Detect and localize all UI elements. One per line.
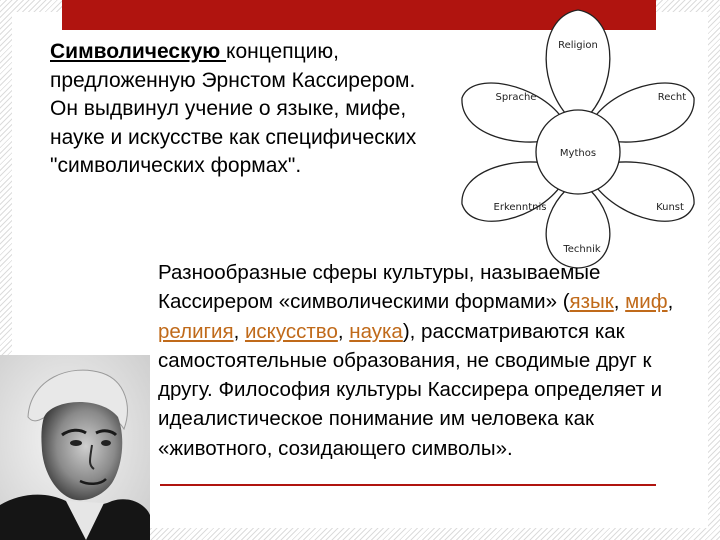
body-sep-3: , [233, 319, 245, 343]
body-part1: Разнообразные сферы культуры, называемые Кассирером «символическими формами» ( [158, 261, 601, 314]
petal-label-recht: Recht [657, 92, 687, 103]
link-yazyk[interactable]: язык [569, 290, 614, 314]
link-iskusstvo[interactable]: искусство [244, 319, 338, 343]
intro-text: концепцию, предложенную Эрнстом Кассирером. Он выдвинул учение о языке, мифе, науке и искусстве как специфических "символических формах". [50, 40, 417, 177]
link-religiya[interactable]: религия [158, 319, 234, 343]
link-nauka[interactable]: наука [349, 319, 403, 343]
petal-technik [546, 190, 610, 268]
petal-label-technik: Technik [563, 244, 601, 255]
cassirer-portrait-image [0, 355, 150, 540]
body-part2: ), рассматриваются как самостоятельные образования, не сводимые друг к другу. Философия культуры Кассирера определяет и идеалистическое понимание им человека как «животного, созидающего символы». [158, 319, 663, 460]
body-sep-4: , [337, 319, 350, 343]
intro-paragraph [50, 38, 445, 181]
center-label-mythos: Mythos [559, 148, 597, 159]
petal-label-religion: Religion [558, 40, 598, 51]
body-paragraph [158, 258, 698, 463]
link-mif[interactable]: миф [625, 290, 668, 314]
intro-highlight: Символическую [50, 40, 227, 63]
petal-religion [546, 10, 610, 114]
body-sep-1: , [613, 290, 626, 314]
symbolic-forms-flower-diagram [458, 8, 698, 270]
petal-label-kunst: Kunst [656, 202, 684, 213]
body-sep-2: , [667, 290, 674, 314]
bottom-accent-rule [160, 484, 656, 486]
petal-label-erkenntnis: Erkenntnis [493, 202, 547, 213]
petal-label-sprache: Sprache [495, 92, 537, 103]
